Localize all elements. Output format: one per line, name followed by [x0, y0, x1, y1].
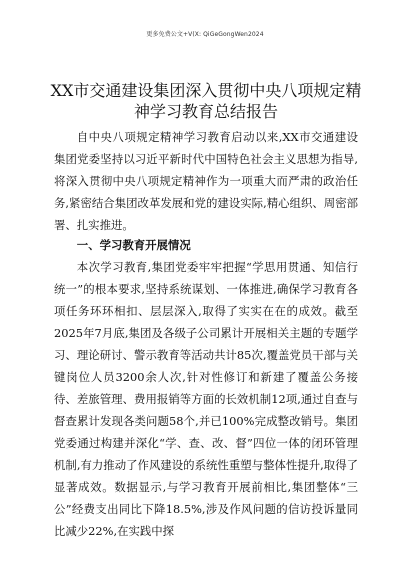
- section-heading: 一、学习教育开展情况: [76, 238, 191, 252]
- intro-paragraph: 自中央八项规定精神学习教育启动以来,XX市交通建设集团党委坚持以习近平新时代中国特色社会主义思想为指导,将深入贯彻中央八项规定精神作为一项重大而严肃的政治任务,紧密结合集团改革发展和党的建设实际,精心组织、周密部署、扎实推进。: [54, 130, 358, 232]
- document-title: XX市交通建设集团深入贯彻中央八项规定精神学习教育总结报告: [50, 81, 362, 121]
- header-note: 更多免费公文+V(X: QiGeGongWen2024: [146, 31, 264, 38]
- section-paragraph: 本次学习教育,集团党委牢牢把握“学思用贯通、知信行统一”的根本要求,坚持系统谋划、一体推进,确保学习教育各项任务环环相扣、层层深入,取得了实实在在的成效。截至2025年7月底,集团及各级子公司累计开展相关主题的专题学习、理论研讨、警示教育等活动共计85次,覆盖党员干部与关键岗位人员3200余人次,针对性修订和新建了覆盖公务接待、差旅管理、费用报销等方面的长效机制12项,通过自查与督查累计发现各类问题58个,并已100%完成整改销号。集团党委通过构建并深化“学、查、改、督”四位一体的闭环管理机制,有力推动了作风建设的系统性重塑与整体性提升,取得了显著成效。数据显示,与学习教育开展前相比,集团整体“三公”经费支出同比下降18.5%,涉及作风问题的信访投诉量同比减少22%,在实践中探: [54, 260, 358, 538]
